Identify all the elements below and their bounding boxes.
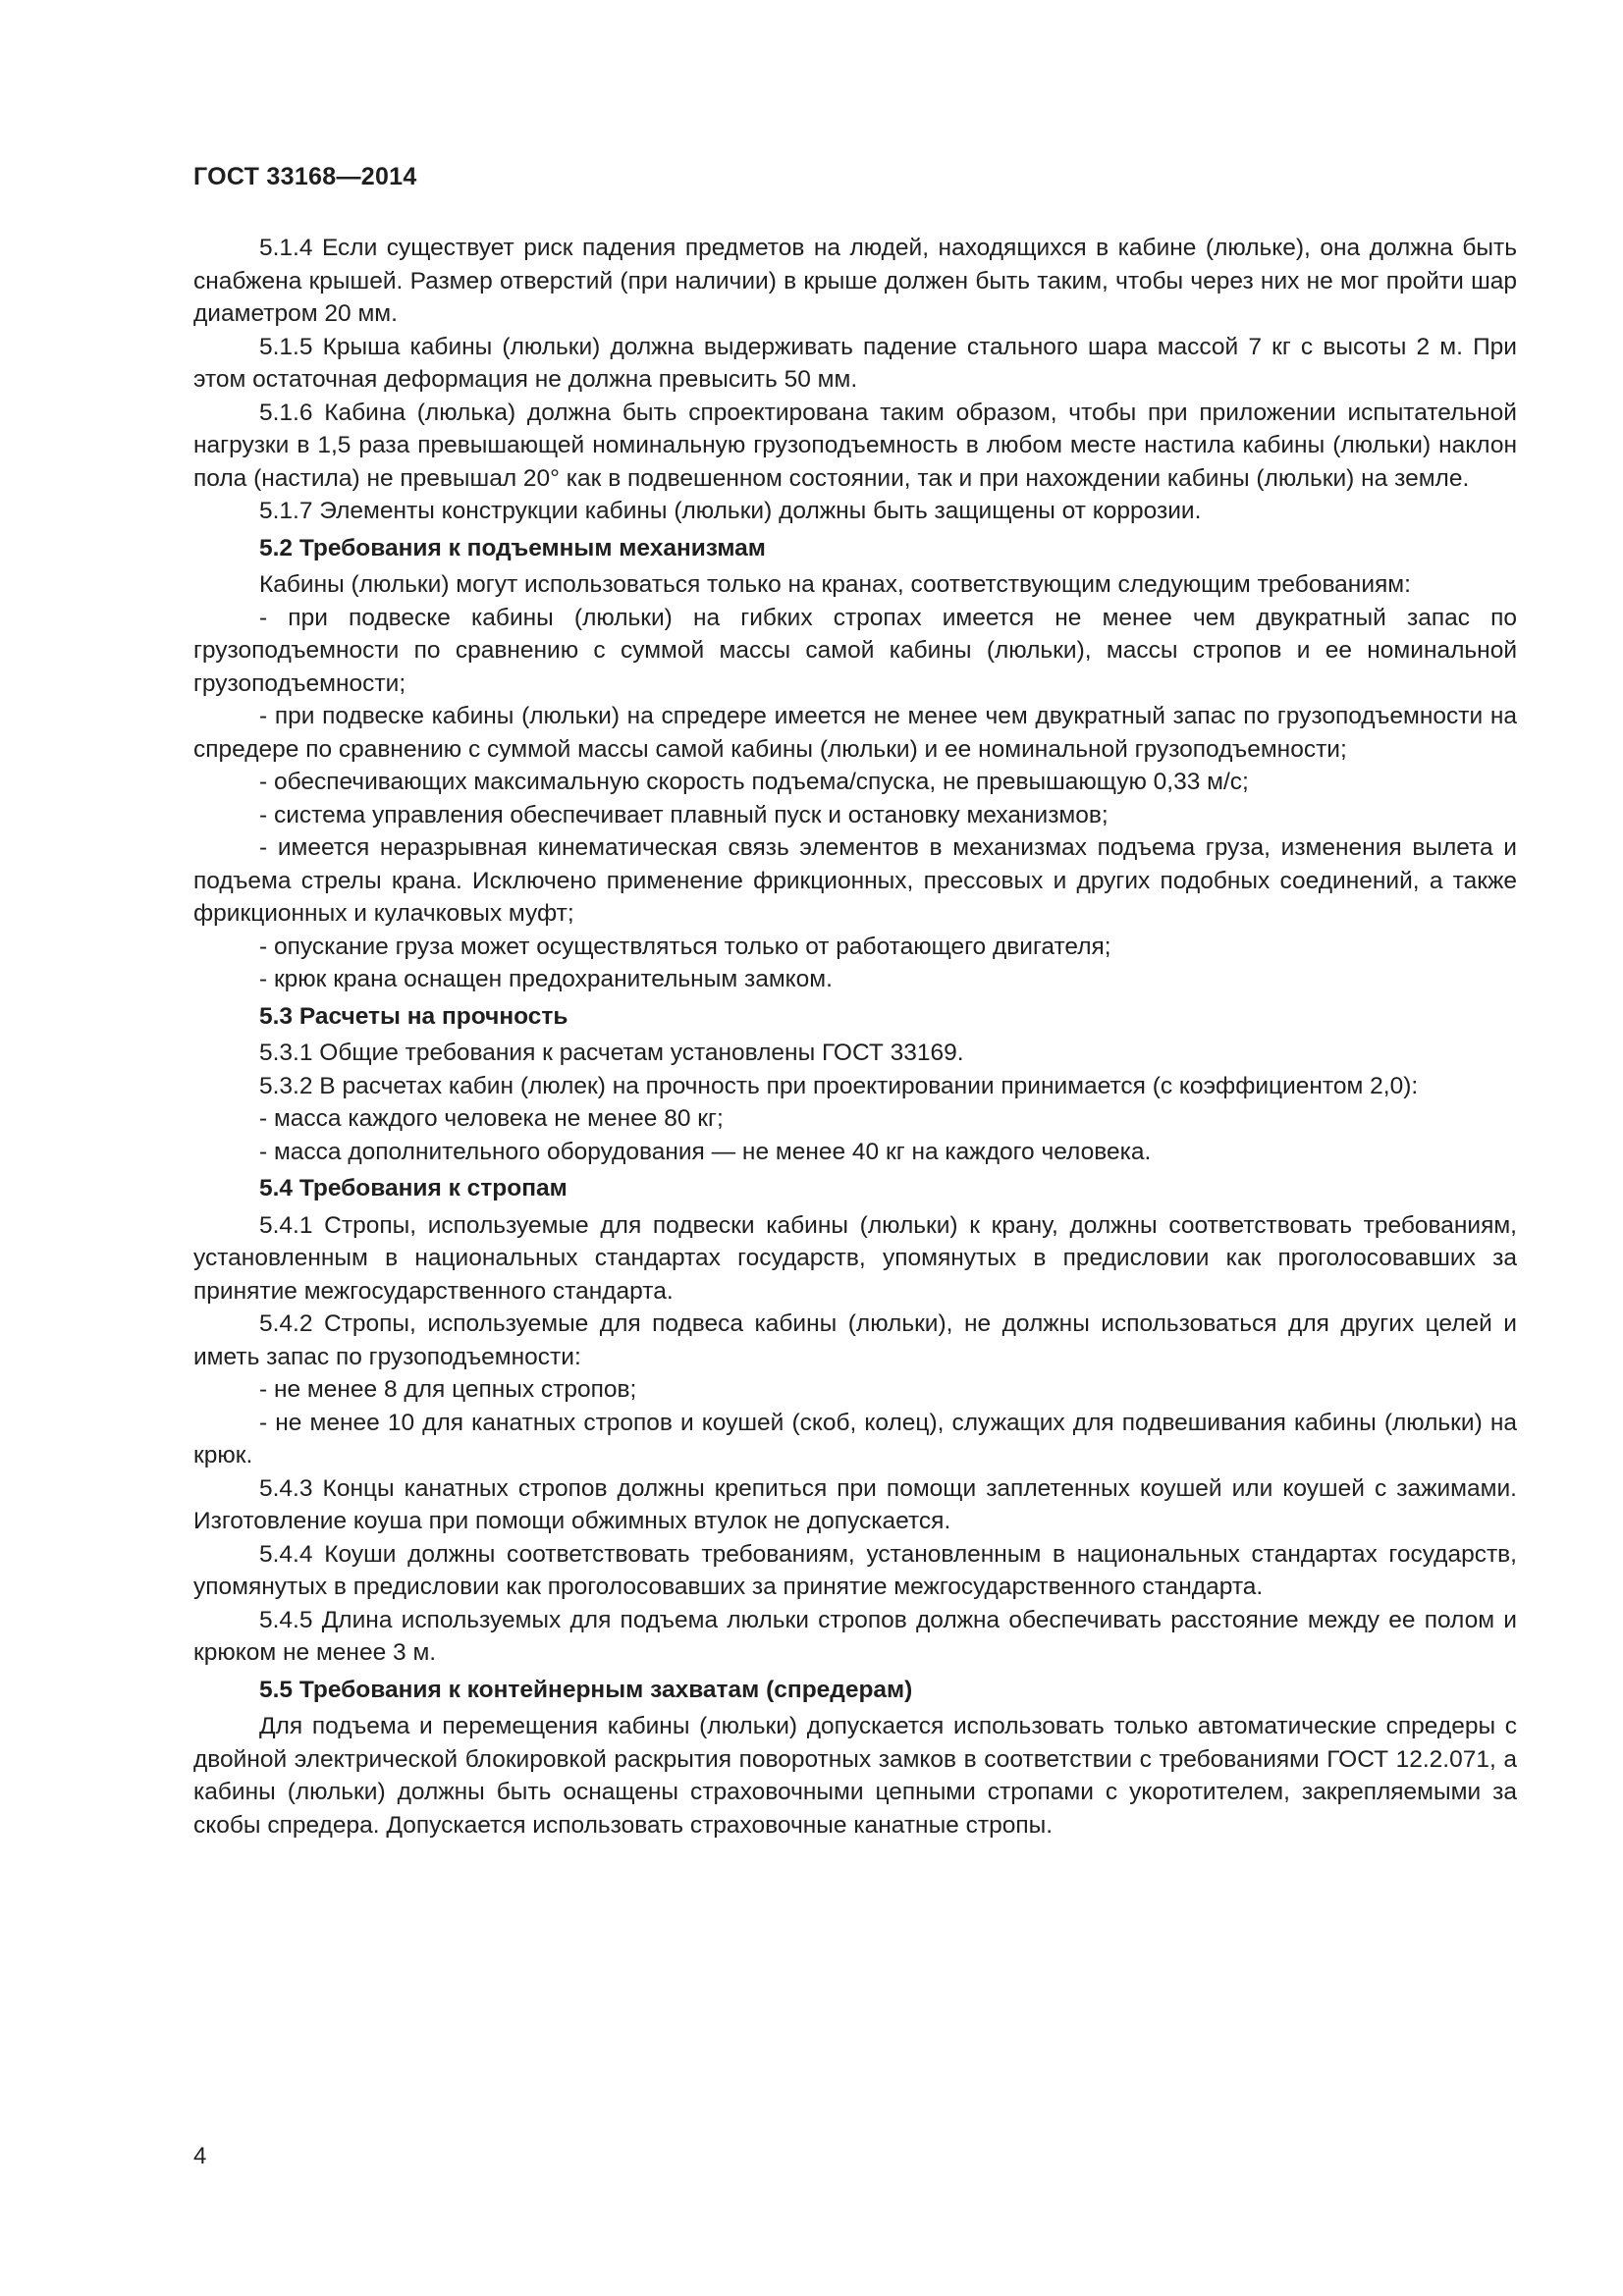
clause-5-4-2: 5.4.2 Стропы, используемые для подвеса кабины (люльки), не должны использоваться для других целей и иметь запас по грузоподъемности: [193, 1310, 1517, 1370]
section-heading-5-5: 5.5 Требования к контейнерным захватам (спредерам) [259, 1676, 913, 1703]
list-item: - при подвеске кабины (люльки) на спредере имеется не менее чем двукратный запас по грузоподъемности на спредере по сравнению с суммой массы самой кабины (люльки) и ее номинальной грузоподъемности; [193, 703, 1517, 763]
clause-5-4-4: 5.4.4 Коуши должны соответствовать требованиям, установленным в национальных стандартах государств, упомянутых в предисловии как проголосовавших за принятие межгосударственного стандарта. [193, 1540, 1517, 1600]
list-item: - масса дополнительного оборудования — не менее 40 кг на каждого человека. [259, 1138, 1152, 1165]
list-item: - при подвеске кабины (люльки) на гибких стропах имеется не менее чем двукратный запас по грузоподъемности по сравнению с суммой массы самой кабины (люльки), массы стропов и ее номинальной грузоподъемности; [193, 604, 1517, 697]
list-item: - опускание груза может осуществляться только от работающего двигателя; [259, 933, 1111, 960]
document-header: ГОСТ 33168—2014 [193, 163, 417, 190]
clause-5-1-4: 5.1.4 Если существует риск падения предметов на людей, находящихся в кабине (люльке), она должна быть снабжена крышей. Размер отверстий (при наличии) в крыше должен быть таким, чтобы через них не мог пройти шар диаметром 20 мм. [193, 235, 1517, 327]
clause-5-4-1: 5.4.1 Стропы, используемые для подвески кабины (люльки) к крану, должны соответствовать требованиям, установленным в национальных стандартах государств, упомянутых в предисловии как проголосовавших за принятие межгосударственного стандарта. [193, 1211, 1517, 1305]
list-item: - не менее 10 для канатных стропов и коушей (скоб, колец), служащих для подвешивания кабины (люльки) на крюк. [193, 1409, 1517, 1468]
section-heading-5-2: 5.2 Требования к подъемным механизмам [259, 534, 766, 561]
section-heading-5-4: 5.4 Требования к стропам [259, 1175, 568, 1201]
list-item: - имеется неразрывная кинематическая связь элементов в механизмах подъема груза, изменения вылета и подъема стрелы крана. Исключено применение фрикционных, прессовых и других подобных соединений, а также фрикционных и кулачковых муфт; [193, 834, 1517, 927]
clause-5-1-6: 5.1.6 Кабина (люлька) должна быть спроектирована таким образом, чтобы при приложении испытательной нагрузки в 1,5 раза превышающей номинальную грузоподъемность в любом месте настила кабины (люльки) наклон пола (настила) не превышал 20° как в подвешенном состоянии, так и при нахождении кабины (люльки) на земле. [193, 399, 1517, 492]
clause-5-4-3: 5.4.3 Концы канатных стропов должны крепиться при помощи заплетенных коушей или коушей с зажимами. Изготовление коуша при помощи обжимных втулок не допускается. [193, 1474, 1517, 1534]
page-number: 4 [193, 2143, 207, 2169]
list-item: - система управления обеспечивает плавный пуск и остановку механизмов; [259, 801, 1109, 828]
section-heading-5-3: 5.3 Расчеты на прочность [259, 1002, 568, 1030]
clause-5-3-2: 5.3.2 В расчетах кабин (люлек) на прочность при проектировании принимается (с коэффициентом 2,0): [259, 1072, 1419, 1099]
list-item: - не менее 8 для цепных стропов; [259, 1376, 637, 1403]
list-item: - обеспечивающих максимальную скорость подъема/спуска, не превышающую 0,33 м/с; [259, 769, 1249, 795]
clause-5-1-7: 5.1.7 Элементы конструкции кабины (люльки) должны быть защищены от коррозии. [259, 498, 1202, 524]
document-body [193, 232, 1517, 1842]
list-item: - крюк крана оснащен предохранительным замком. [259, 966, 833, 992]
clause-5-4-5: 5.4.5 Длина используемых для подъема люльки стропов должна обеспечивать расстояние между ее полом и крюком не менее 3 м. [193, 1606, 1517, 1666]
clause-5-3-1: 5.3.1 Общие требования к расчетам установлены ГОСТ 33169. [259, 1040, 964, 1066]
paragraph-5-2-intro: Кабины (люльки) могут использоваться только на кранах, соответствующим следующим требованиям: [259, 571, 1411, 598]
paragraph-5-5-body: Для подъема и перемещения кабины (люльки) допускается использовать только автоматические спредеры с двойной электрической блокировкой раскрытия поворотных замков в соответствии с требованиями ГОСТ 12.2.071, а кабины (люльки) должны быть оснащены страховочными цепными стропами с укоротителем, закрепляемыми за скобы спредера. Допускается использовать страховочные канатные стропы. [193, 1713, 1517, 1839]
list-item: - масса каждого человека не менее 80 кг; [259, 1105, 724, 1132]
clause-5-1-5: 5.1.5 Крыша кабины (люльки) должна выдерживать падение стального шара массой 7 кг с высоты 2 м. При этом остаточная деформация не должна превысить 50 мм. [193, 333, 1517, 393]
